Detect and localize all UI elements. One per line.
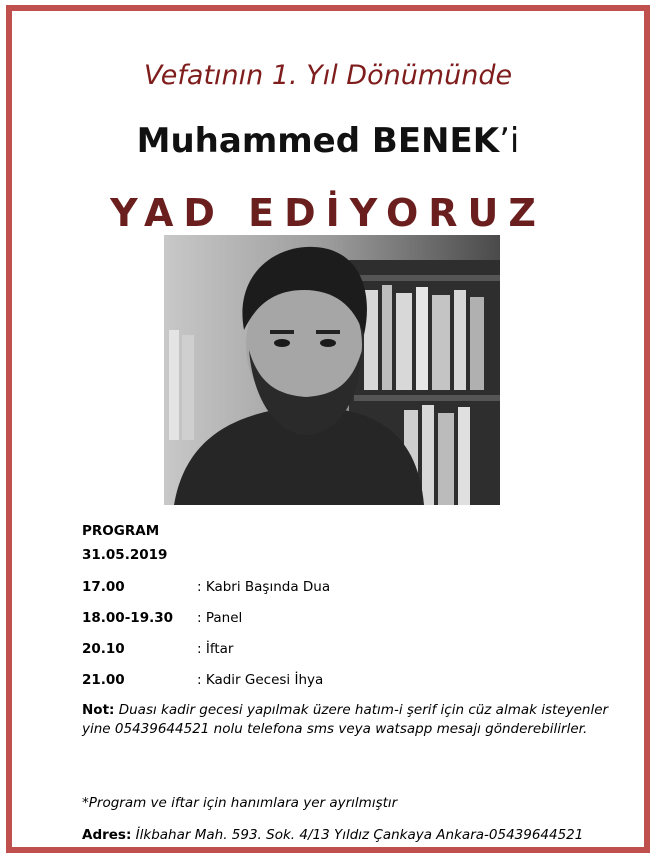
poster-subtitle: Vefatının 1. Yıl Dönümünde xyxy=(143,60,513,91)
program-heading: PROGRAM xyxy=(82,523,160,539)
memorial-poster xyxy=(6,5,650,853)
program-item-desc: : Kadir Gecesi İhya xyxy=(197,672,324,688)
program-item-time: 21.00 xyxy=(82,672,125,688)
address-label: Adres: xyxy=(82,827,132,843)
program-item xyxy=(82,610,642,641)
program-item xyxy=(82,641,642,672)
poster-headline: YAD EDİYORUZ xyxy=(110,191,546,235)
person-name xyxy=(12,121,644,161)
program-item-desc: : Kabri Başında Dua xyxy=(197,579,331,595)
note-label: Not: xyxy=(82,702,115,718)
program-item xyxy=(82,672,642,703)
program-item-time: 17.00 xyxy=(82,579,125,595)
footnote: *Program ve iftar için hanımlara yer ayrılmıştır xyxy=(82,795,398,811)
portrait-photo xyxy=(164,235,500,505)
address-line xyxy=(82,827,642,843)
person-name-suffix: ’i xyxy=(499,121,520,161)
address-text: İlkbahar Mah. 593. Sok. 4/13 Yıldız Çankaya Ankara-05439644521 xyxy=(135,827,584,843)
program-item xyxy=(82,579,642,610)
note-text xyxy=(82,701,632,739)
program-section xyxy=(82,523,642,703)
note-body: Duası kadir gecesi yapılmak üzere hatım-i şerif için cüz almak isteyenler yine 05439644521 nolu telefona sms veya watsapp mesajı gönderebilirler. xyxy=(82,702,609,737)
program-item-desc: : Panel xyxy=(197,610,243,626)
program-date: 31.05.2019 xyxy=(82,547,168,563)
program-item-desc: : İftar xyxy=(197,641,234,657)
program-item-time: 18.00-19.30 xyxy=(82,610,174,626)
person-name-text: Muhammed BENEK xyxy=(136,121,500,161)
program-item-time: 20.10 xyxy=(82,641,125,657)
